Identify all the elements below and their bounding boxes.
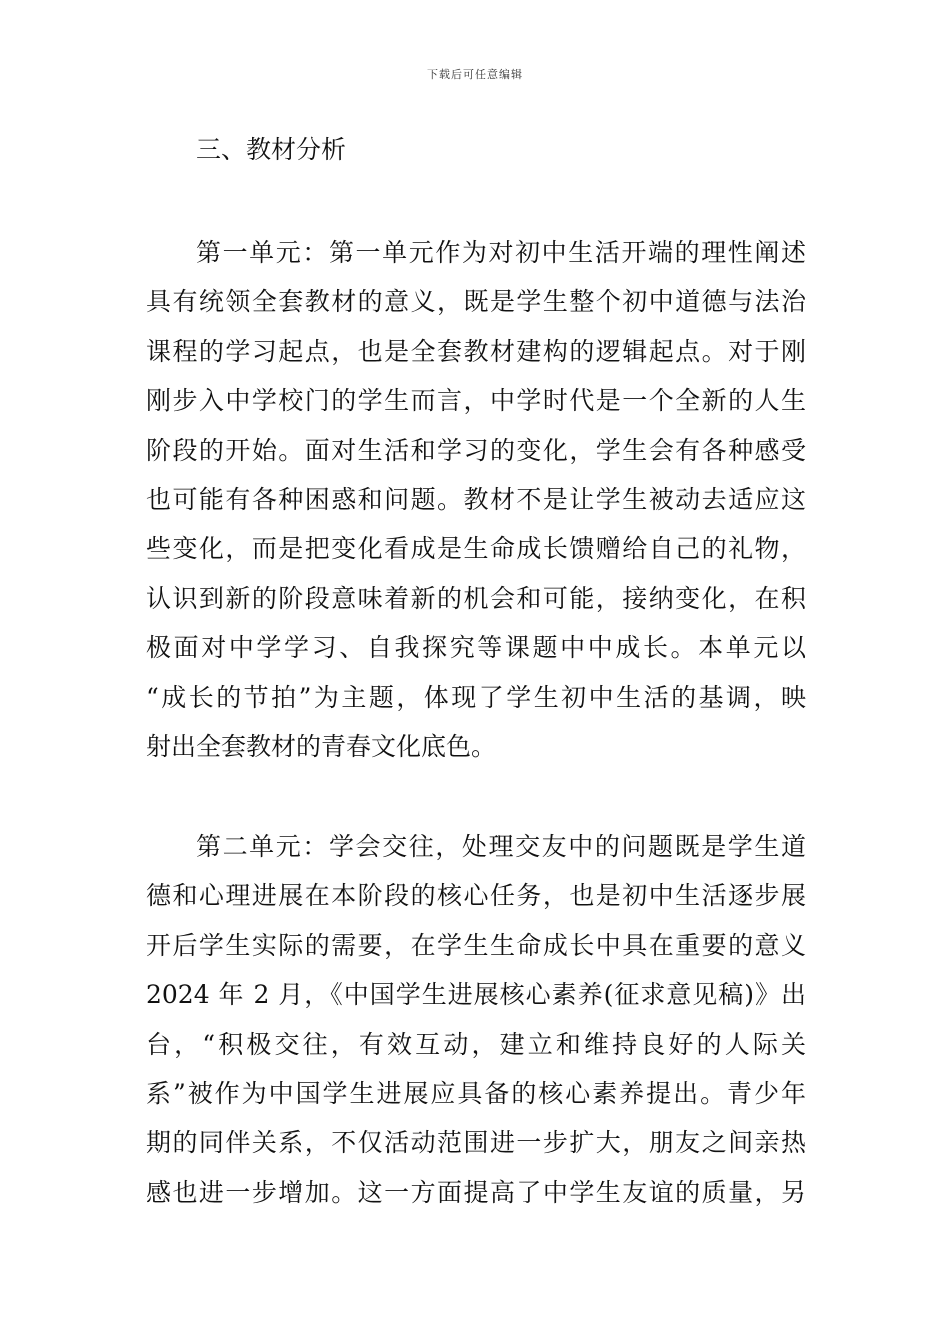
paragraph-line: 课程的学习起点，也是全套教材建构的逻辑起点。对于刚 [146,336,806,366]
paragraph-line: 德和心理进展在本阶段的核心任务，也是初中生活逐步展 [146,881,806,911]
paragraph-line: 第一单元：第一单元作为对初中生活开端的理性阐述 [196,238,806,267]
paragraph-line: 感也进一步增加。这一方面提高了中学生友谊的质量，另 [146,1177,806,1207]
header-note: 下载后可任意编辑 [427,68,523,81]
paragraph-line: 具有统领全套教材的意义，既是学生整个初中道德与法治 [146,287,806,317]
paragraph-line: 阶段的开始。面对生活和学习的变化，学生会有各种感受 [146,435,806,465]
paragraph-line: 台，“积极交往，有效互动，建立和维持良好的人际关 [146,1029,806,1059]
paragraph-line: 第二单元：学会交往，处理交友中的问题既是学生道 [196,832,806,861]
section-heading: 三、教材分析 [196,135,347,164]
paragraph-line: 也可能有各种困惑和问题。教材不是让学生被动去适应这 [146,484,806,514]
paragraph-line: 极面对中学学习、自我探究等课题中中成长。本单元以 [146,633,806,663]
paragraph-line: 刚步入中学校门的学生而言，中学时代是一个全新的人生 [146,386,806,416]
paragraph-line: 认识到新的阶段意味着新的机会和可能，接纳变化，在积 [146,583,806,613]
paragraph-line: 系”被作为中国学生进展应具备的核心素养提出。青少年 [146,1078,806,1108]
paragraph-line: 期的同伴关系，不仅活动范围进一步扩大，朋友之间亲热 [146,1128,806,1158]
paragraph-line: 开后学生实际的需要，在学生生命成长中具在重要的意义 [146,930,806,960]
paragraph-line: 些变化，而是把变化看成是生命成长馈赠给自己的礼物， [146,534,806,564]
paragraph-unit-two [146,822,806,1217]
paragraph-unit-one [146,228,806,771]
paragraph-line: 2024 年 2 月，《中国学生进展核心素养(征求意见稿)》出 [146,980,806,1010]
paragraph-line: 射出全套教材的青春文化底色。 [146,731,497,761]
paragraph-line: “成长的节拍”为主题，体现了学生初中生活的基调，映 [146,682,806,712]
